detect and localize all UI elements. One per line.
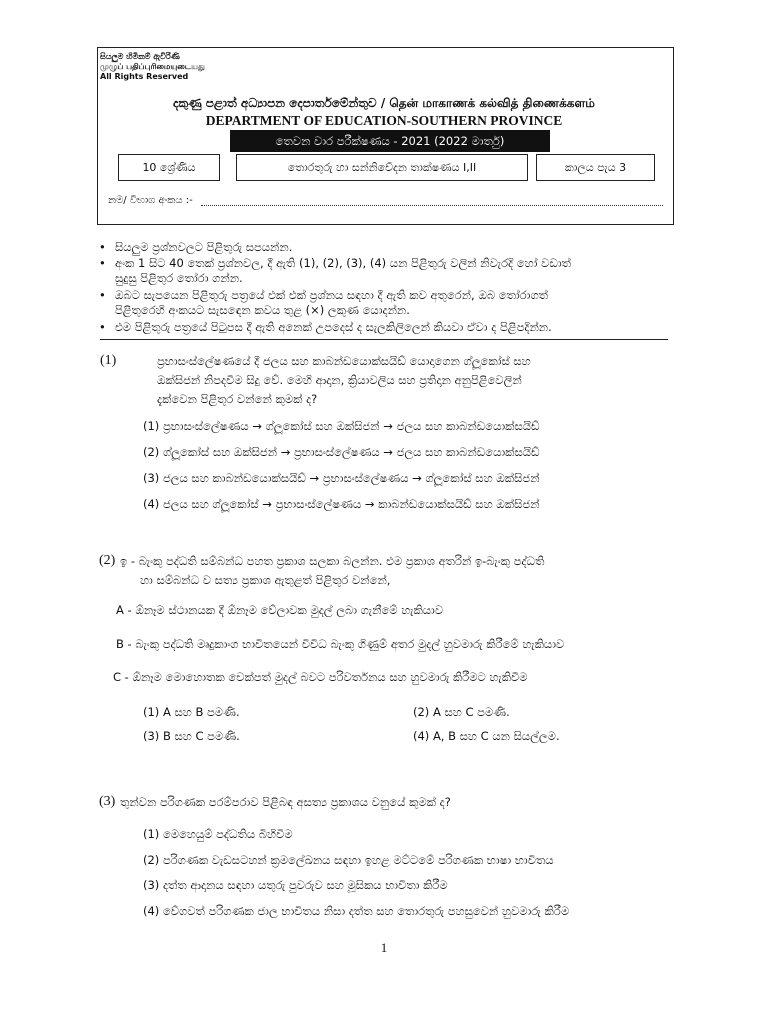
question-1-option-2: (2) ග්ලූකෝස් සහ ඔක්සිජන් → ප්‍රභාසංස්ලේෂණය → ජලය සහ කාබන්ඩයොක්සයිඩ් <box>143 445 540 459</box>
instruction-item <box>99 256 679 271</box>
instruction-text: අංක 1 සිට 40 තෙක් ප්‍රශ්නවල, දී ඇති (1), (2), (3), (4) යන පිළිතුරු වලින් නිවැරදි හෝ වඩාත් <box>115 256 572 270</box>
rights-line-tamil: முழுப் பதிப்புரிமையுடையது <box>100 62 205 71</box>
instruction-item <box>99 288 679 303</box>
term-banner: තෙවන වාර පරීක්ෂණය - 2021 (2022 මාර්තු) <box>230 130 550 152</box>
question-line: දැක්වෙන පිළිතුර වන්නේ කුමක් ද? <box>157 392 318 406</box>
question-1-option-1: (1) ප්‍රභාසංස්ලේෂණය → ග්ලූකෝස් සහ ඔක්සිජන් → ජලය සහ කාබන්ඩයොක්සයිඩ් <box>143 419 540 433</box>
instruction-item <box>99 303 679 318</box>
bullet-icon: • <box>99 256 106 270</box>
rights-line-sinhala: සියලුම හිමිකම් ඇවිරිණි <box>100 52 180 61</box>
bullet-icon: • <box>99 240 106 254</box>
rights-line-english: All Rights Reserved <box>100 72 189 81</box>
instruction-text: එම පිළිතුරු පත්‍රයේ පිටුපස දී ඇති අනෙක් උපදෙස් ද සැලකිලිලෙන් කියවා ඒවා ද පිළිපදින්න. <box>115 320 552 334</box>
bullet-icon: • <box>99 288 106 302</box>
divider-line <box>100 339 668 340</box>
question-1-option-4: (4) ජලය සහ ග්ලූකෝස් → ප්‍රභාසංස්ලේෂණය → කාබන්ඩයොක්සයිඩ් සහ ඔක්සිජන් <box>143 497 540 511</box>
instruction-item <box>99 240 679 255</box>
department-name-sinhala-tamil: දකුණු පළාත් අධ්‍යාපන දෙපාර්තමේන්තුව / தென் மாகாணக் கல்வித் திணைக்களம் <box>173 96 595 110</box>
instruction-text: ඔබට සැපයෙන පිළිතුරු පත්‍රයේ එක් එක් ප්‍රශ්නය සඳහා දී ඇති කව අතුරෙන්, ඔබ තෝරාගත් <box>115 288 549 302</box>
question-2-statement-a: A - ඕනෑම ස්ථානයක දී ඕනෑම වේලාවක මුදල් ලබා ගැනීමේ හැකියාව <box>116 603 444 617</box>
page-number: 1 <box>380 940 388 955</box>
rights-notice <box>100 52 205 82</box>
department-name-english: DEPARTMENT OF EDUCATION-SOUTHERN PROVINCE <box>205 113 563 128</box>
instruction-text: සුදුසු පිළිතුර තෝරා ගන්න. <box>115 271 243 285</box>
question-1-text <box>157 352 667 409</box>
question-2-option-3: (3) B සහ C පමණි. <box>143 729 240 743</box>
question-2-number: (2) <box>99 553 116 568</box>
question-2-option-4: (4) A, B සහ C යන සියල්ලම. <box>413 729 560 743</box>
question-2-option-2: (2) A සහ C පමණි. <box>413 705 510 719</box>
bullet-icon: • <box>99 320 106 334</box>
question-2-statement-c: C - ඕනෑම මොහොතක චෙක්පත් මුදල් බවට පරිවර්තනය සහ හුවමාරු කිරීමට හැකිවීම <box>113 670 528 684</box>
instruction-text: පිළිතුරෙහි අංකයට සැසඳෙන කවය තුළ (×) ලකුණ යොදන්න. <box>115 303 410 317</box>
question-line: හා සම්බන්ධ ව සත්‍ය ප්‍රකාශ ඇතුළත් පිළිතුර වන්නේ, <box>140 573 391 587</box>
question-3-option-2: (2) පරිගණක වැඩසටහන් ක්‍රමලේඛනය සඳහා ඉහළ මට්ටමේ පරිගණක භාෂා භාවිතය <box>143 853 554 867</box>
question-line: ප්‍රභාසංස්ලේෂණයේ දී ජලය සහ කාබන්ඩයොක්සයිඩ් යොදාගෙන ග්ලූකෝස් සහ <box>157 354 531 368</box>
question-1-option-3: (3) ජලය සහ කාබන්ඩයොක්සයිඩ් → ප්‍රභාසංස්ලේෂණය → ග්ලූකෝස් සහ ඔක්සිජන් <box>143 471 540 485</box>
name-index-row <box>108 193 663 206</box>
question-2-text <box>120 552 675 590</box>
question-line: ඉ - බැංකු පද්ධති සම්බන්ධ පහත ප්‍රකාශ සලකා බලන්න. එම ප්‍රකාශ අතරින් ඉ-බැංකු පද්ධති <box>120 554 545 568</box>
question-3-option-3: (3) දත්ත ආදානය සඳහා යතුරු පුවරුව සහ මූසිකය භාවිතා කිරීම <box>143 878 448 892</box>
question-line: ඔක්සිජන් නිපදවීම සිදු වේ. මෙහි ආදාන, ක්‍රියාවලිය සහ ප්‍රතිදාන අනුපිළිවෙලින් <box>157 373 522 387</box>
subject-box: තොරතුරු හා සන්නිවේදන තාක්ෂණය I,II <box>236 154 528 181</box>
question-2-option-1: (1) A සහ B පමණි. <box>143 705 240 719</box>
question-3-option-4: (4) වේගවත් පරිගණක ජාල භාවිතය නිසා දත්ත සහ තොරතුරු පහසුවෙන් හුවමාරු කිරීම <box>143 904 570 918</box>
instruction-text: සියලුම ප්‍රශ්නවලට පිළිතුරු සපයන්න. <box>115 240 293 254</box>
instruction-item <box>99 320 679 335</box>
instruction-item <box>99 271 679 286</box>
question-1-number: (1) <box>100 353 117 368</box>
question-3-number: (3) <box>99 794 116 809</box>
name-index-blank-line <box>201 193 663 206</box>
time-box: කාලය පැය 3 <box>536 154 655 181</box>
question-2-statement-b: B - බැංකු පද්ධති මෘදුකාංග භාවිතයෙන් විවිධ බැංකු ගිණුම් අතර මුදල් හුවමාරු කිරීමේ හැකියාව <box>116 637 565 651</box>
name-index-label: නම/ විභාග අංකය :- <box>108 195 193 206</box>
question-3-text: තුන්වන පරිගණක පරම්පරාව පිළිබඳ අසත්‍ය ප්‍රකාශය වනුයේ කුමක් ද? <box>120 795 451 809</box>
question-3-option-1: (1) මෙහෙයුම් පද්ධතිය බිහිවීම <box>143 827 293 841</box>
grade-box: 10 ශ්‍රේණිය <box>118 154 220 181</box>
